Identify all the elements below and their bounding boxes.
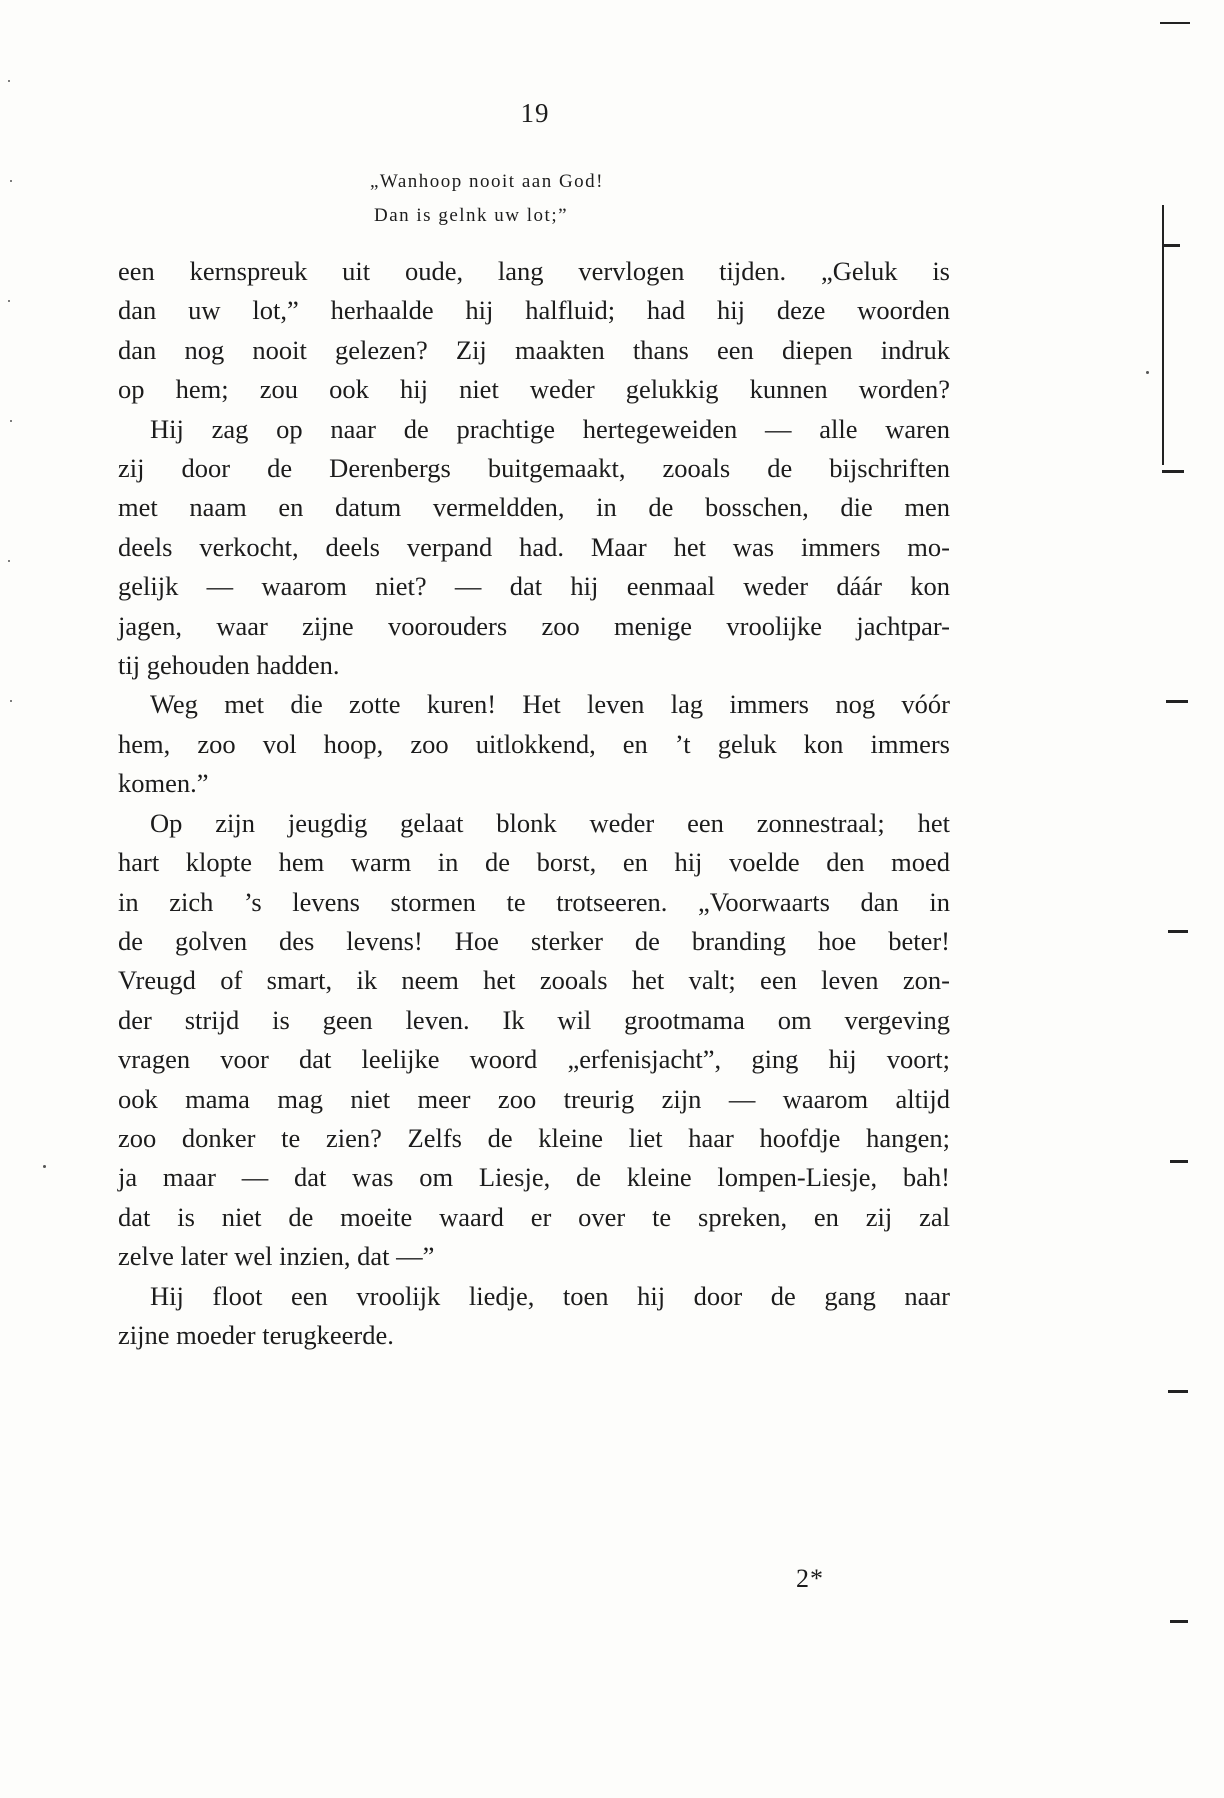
scan-speck [43,1165,46,1168]
scan-edge-mark [1160,22,1190,24]
scan-edge-mark [1162,244,1180,247]
scan-edge-mark [1170,1160,1188,1163]
text-line: zijne moeder terugkeerde. [118,1319,394,1350]
text-line: tij gehouden hadden. [118,650,340,681]
motto [370,165,730,233]
scan-speck [10,700,12,702]
text-line: dan uw lot,” herhaalde hij halfluid; had hij deze woorden [118,295,950,326]
text-line: op hem; zou ook hij niet weder gelukkig kunnen worden? [118,374,950,405]
scan-edge-mark [1162,470,1184,473]
scan-edge-mark [1166,700,1188,703]
text-line: deels verkocht, deels verpand had. Maar het was immers mo- [118,531,950,562]
text-line: Weg met die zotte kuren! Het leven lag immers nog vóór [150,689,950,720]
scan-edge-mark [1168,930,1188,933]
text-line: in zich ’s levens stormen te trotseeren. „Voorwaarts dan in [118,886,950,917]
text-line: zelve later wel inzien, dat —” [118,1241,435,1272]
text-line: Hij zag op naar de prachtige hertegeweiden — alle waren [150,413,950,444]
scan-speck [8,300,10,302]
text-line: komen.” [118,768,209,799]
text-line: der strijd is geen leven. Ik wil grootmama om vergeving [118,1004,950,1035]
text-line: Op zijn jeugdig gelaat blonk weder een zonnestraal; het [150,807,950,838]
scan-edge-mark [1170,1620,1188,1623]
scan-speck [10,180,12,182]
scan-edge-mark [1168,1390,1188,1393]
text-line: Vreugd of smart, ik neem het zooals het valt; een leven zon- [118,965,950,996]
signature-mark: 2* [796,1564,824,1593]
paragraph [118,252,950,410]
motto-line: Dan is gelnk uw lot;” [374,205,569,226]
scan-speck [8,560,10,562]
text-line: jagen, waar zijne voorouders zoo menige vroolijke jachtpar- [118,610,950,641]
body-text [118,252,950,1355]
paragraph [118,804,950,1277]
scan-speck [10,420,12,422]
text-line: vragen voor dat leelijke woord „erfenisjacht”, ging hij voort; [118,1044,950,1075]
text-line: een kernspreuk uit oude, lang vervlogen tijden. „Geluk is [118,256,950,286]
paragraph [118,1277,950,1356]
text-line: de golven des levens! Hoe sterker de branding hoe beter! [118,925,950,956]
text-line: ja maar — dat was om Liesje, de kleine lompen-Liesje, bah! [118,1162,950,1193]
text-line: dan nog nooit gelezen? Zij maakten thans een diepen indruk [118,334,950,365]
text-line: hart klopte hem warm in de borst, en hij voelde den moed [118,847,950,878]
scan-speck [8,80,10,82]
text-line: ook mama mag niet meer zoo treurig zijn — waarom altijd [118,1083,950,1114]
text-line: zij door de Derenbergs buitgemaakt, zooals de bijschriften [118,453,950,484]
text-line: dat is niet de moeite waard er over te spreken, en zij zal [118,1201,950,1232]
page-number: 19 [520,98,550,128]
text-line: Hij floot een vroolijk liedje, toen hij door de gang naar [150,1280,950,1311]
paragraph [118,410,950,686]
text-line: met naam en datum vermeldden, in de bosschen, die men [118,492,950,523]
text-line: gelijk — waarom niet? — dat hij eenmaal weder dáár kon [118,571,950,602]
paragraph [118,685,950,803]
text-line: hem, zoo vol hoop, zoo uitlokkend, en ’t geluk kon immers [118,728,950,759]
text-line: zoo donker te zien? Zelfs de kleine liet haar hoofdje hangen; [118,1122,950,1153]
motto-line: „Wanhoop nooit aan God! [370,171,604,192]
scan-speck [1146,371,1149,374]
